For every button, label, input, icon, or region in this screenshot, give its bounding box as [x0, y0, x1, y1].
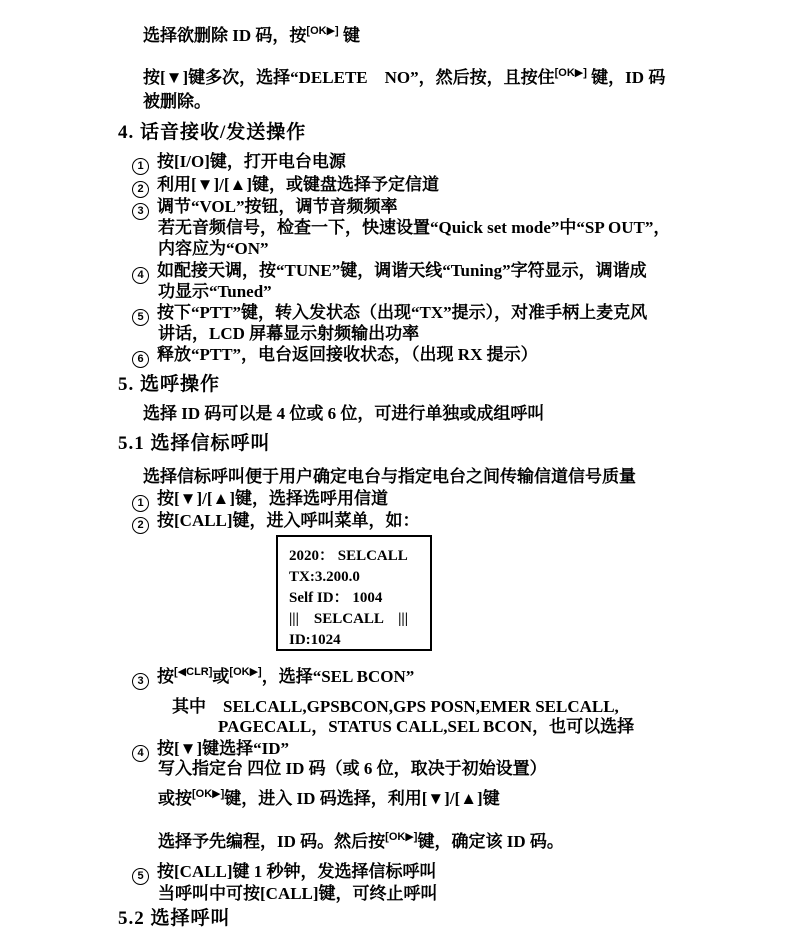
circled-number-icon — [132, 745, 149, 762]
lcd-text: ||| SELCALL ||| — [289, 611, 409, 627]
section5-1-item-2 — [132, 510, 420, 534]
lcd-line-tx-frequency — [289, 567, 430, 588]
section5-1-item-4-cont-1 — [158, 758, 547, 780]
circled-number-icon — [132, 309, 149, 326]
lcd-line-channel — [289, 546, 430, 567]
item-number: 5 — [137, 311, 144, 323]
item-text: ，选择“SEL BCON” — [261, 667, 415, 686]
item-text: 调节“VOL”按钮，调节音频频率 — [157, 197, 398, 216]
intro-line-3-text: 被删除。 — [143, 92, 211, 111]
paragraph-text: 选择予先编程，ID 码。然后按 — [158, 832, 386, 851]
lcd-text: TX:3.200.0 — [289, 569, 360, 585]
section5-2-heading — [118, 908, 231, 930]
lcd-text: Self ID： 1004 — [289, 590, 383, 606]
section4-item-1 — [132, 151, 346, 175]
item-number: 6 — [137, 353, 144, 365]
item-text: 按下“PTT”键，转入发状态（出现“TX”提示），对准手柄上麦克风 — [157, 303, 648, 322]
circled-number-icon — [132, 351, 149, 368]
item-number: 3 — [137, 675, 144, 687]
item-number: 5 — [137, 870, 144, 882]
lcd-line-self-id — [289, 588, 430, 609]
note-text: 其中 SELCALL,GPSBCON,GPS POSN,EMER SELCALL, — [172, 697, 619, 716]
item-text: 内容应为“ON” — [158, 239, 269, 258]
item-number: 2 — [137, 183, 144, 195]
lcd-display-box — [276, 535, 432, 651]
paragraph-text: 选择 ID 码可以是 4 位或 6 位，可进行单独或成组呼叫 — [143, 404, 545, 423]
section5-1-para-or — [158, 783, 500, 810]
circled-number-icon — [132, 868, 149, 885]
section4-item-4-cont-1 — [158, 281, 272, 303]
section4-item-3-cont-2 — [158, 238, 269, 260]
intro-line-1-tail: 键 — [338, 26, 360, 45]
section4-item-6 — [132, 344, 538, 368]
paragraph-text: 键，确定该 ID 码。 — [417, 832, 564, 851]
section5-1-para-select — [158, 826, 564, 853]
section5-1-item-5-cont-1 — [158, 883, 438, 905]
item-text: 释放“PTT”，电台返回接收状态，（出现 RX 提示） — [157, 345, 538, 364]
section4-item-5-cont-1 — [158, 323, 419, 345]
section4-heading-text: 4. 话音接收/发送操作 — [118, 122, 307, 143]
item-text: 讲话，LCD 屏幕显示射频输出功率 — [158, 324, 420, 343]
circled-number-icon — [132, 158, 149, 175]
section4-heading — [118, 122, 306, 144]
intro-line-3 — [143, 91, 211, 113]
ok-key-notation: [OK▶] — [192, 788, 225, 800]
section4-item-2 — [132, 174, 439, 198]
item-text: 按[▼]键选择“ID” — [157, 739, 290, 758]
circled-number-icon — [132, 203, 149, 220]
item-text: 按[CALL]键，进入呼叫菜单，如： — [157, 511, 420, 530]
section5-1-item-3 — [132, 661, 414, 690]
note-text: PAGECALL，STATUS CALL,SEL BCON，也可以选择 — [218, 717, 635, 736]
paragraph-text: 键，进入 ID 码选择，利用[▼]/[▲]键 — [224, 789, 500, 808]
section4-item-3-cont-1 — [158, 217, 670, 239]
lcd-text: 2020： SELCALL — [289, 548, 408, 564]
section5-1-item-1 — [132, 488, 388, 512]
item-text: 或 — [212, 667, 230, 686]
lcd-line-target-id — [289, 630, 430, 651]
ok-key-notation: [OK▶] — [385, 831, 418, 843]
clr-key-notation: [◀CLR] — [174, 666, 213, 678]
lcd-line-selcall-mode — [289, 609, 430, 630]
circled-number-icon — [132, 673, 149, 690]
section5-1-heading-text: 5.1 选择信标呼叫 — [118, 433, 271, 454]
ok-key-notation: [OK▶] — [229, 666, 262, 678]
item-number: 2 — [137, 519, 144, 531]
item-text: 按 — [157, 667, 174, 686]
paragraph-text: 或按 — [158, 789, 192, 808]
item-text: 写入指定台 四位 ID 码（或 6 位，取决于初始设置） — [158, 759, 547, 778]
item-text: 利用[▼]/[▲]键，或键盘选择予定信道 — [157, 175, 440, 194]
item-text: 如配接天调，按“TUNE”键，调谐天线“Tuning”字符显示，调谐成 — [157, 261, 647, 280]
selcall-options-line-2 — [218, 716, 634, 738]
item-text: 若无音频信号，检查一下，快速设置“Quick set mode”中“SP OUT”， — [158, 218, 671, 237]
section5-1-item-5 — [132, 861, 437, 885]
intro-line-2-text: 按[▼]键多次，选择“DELETE NO”，然后按，且按住 — [143, 68, 555, 87]
section5-2-heading-text: 5.2 选择呼叫 — [118, 908, 231, 929]
intro-line-1 — [143, 20, 360, 47]
intro-line-2 — [143, 62, 665, 89]
selcall-options-line-1 — [172, 696, 619, 718]
section5-1-intro — [143, 466, 636, 488]
item-number: 3 — [137, 205, 144, 217]
paragraph-text: 选择信标呼叫便于用户确定电台与指定电台之间传输信道信号质量 — [143, 467, 636, 486]
item-number: 1 — [137, 160, 144, 172]
ok-key-notation: [OK▶] — [554, 67, 587, 79]
lcd-text: ID:1024 — [289, 632, 341, 648]
item-text: 按[I/O]键，打开电台电源 — [157, 152, 346, 171]
section5-intro — [143, 403, 544, 425]
item-number: 1 — [137, 497, 144, 509]
circled-number-icon — [132, 517, 149, 534]
item-text: 功显示“Tuned” — [158, 282, 272, 301]
section5-1-heading — [118, 433, 271, 455]
item-number: 4 — [137, 747, 144, 759]
ok-key-notation: [OK▶] — [306, 25, 339, 37]
circled-number-icon — [132, 267, 149, 284]
section5-heading-text: 5. 选呼操作 — [118, 374, 221, 395]
item-text: 按[▼]/[▲]键，选择选呼用信道 — [157, 489, 389, 508]
intro-line-2-tail: 键，ID 码 — [586, 68, 666, 87]
item-text: 按[CALL]键 1 秒钟，发选择信标呼叫 — [157, 862, 437, 881]
intro-line-1-text: 选择欲删除 ID 码，按 — [143, 26, 307, 45]
section5-heading — [118, 374, 220, 396]
item-text: 当呼叫中可按[CALL]键，可终止呼叫 — [158, 884, 438, 903]
item-number: 4 — [137, 269, 144, 281]
